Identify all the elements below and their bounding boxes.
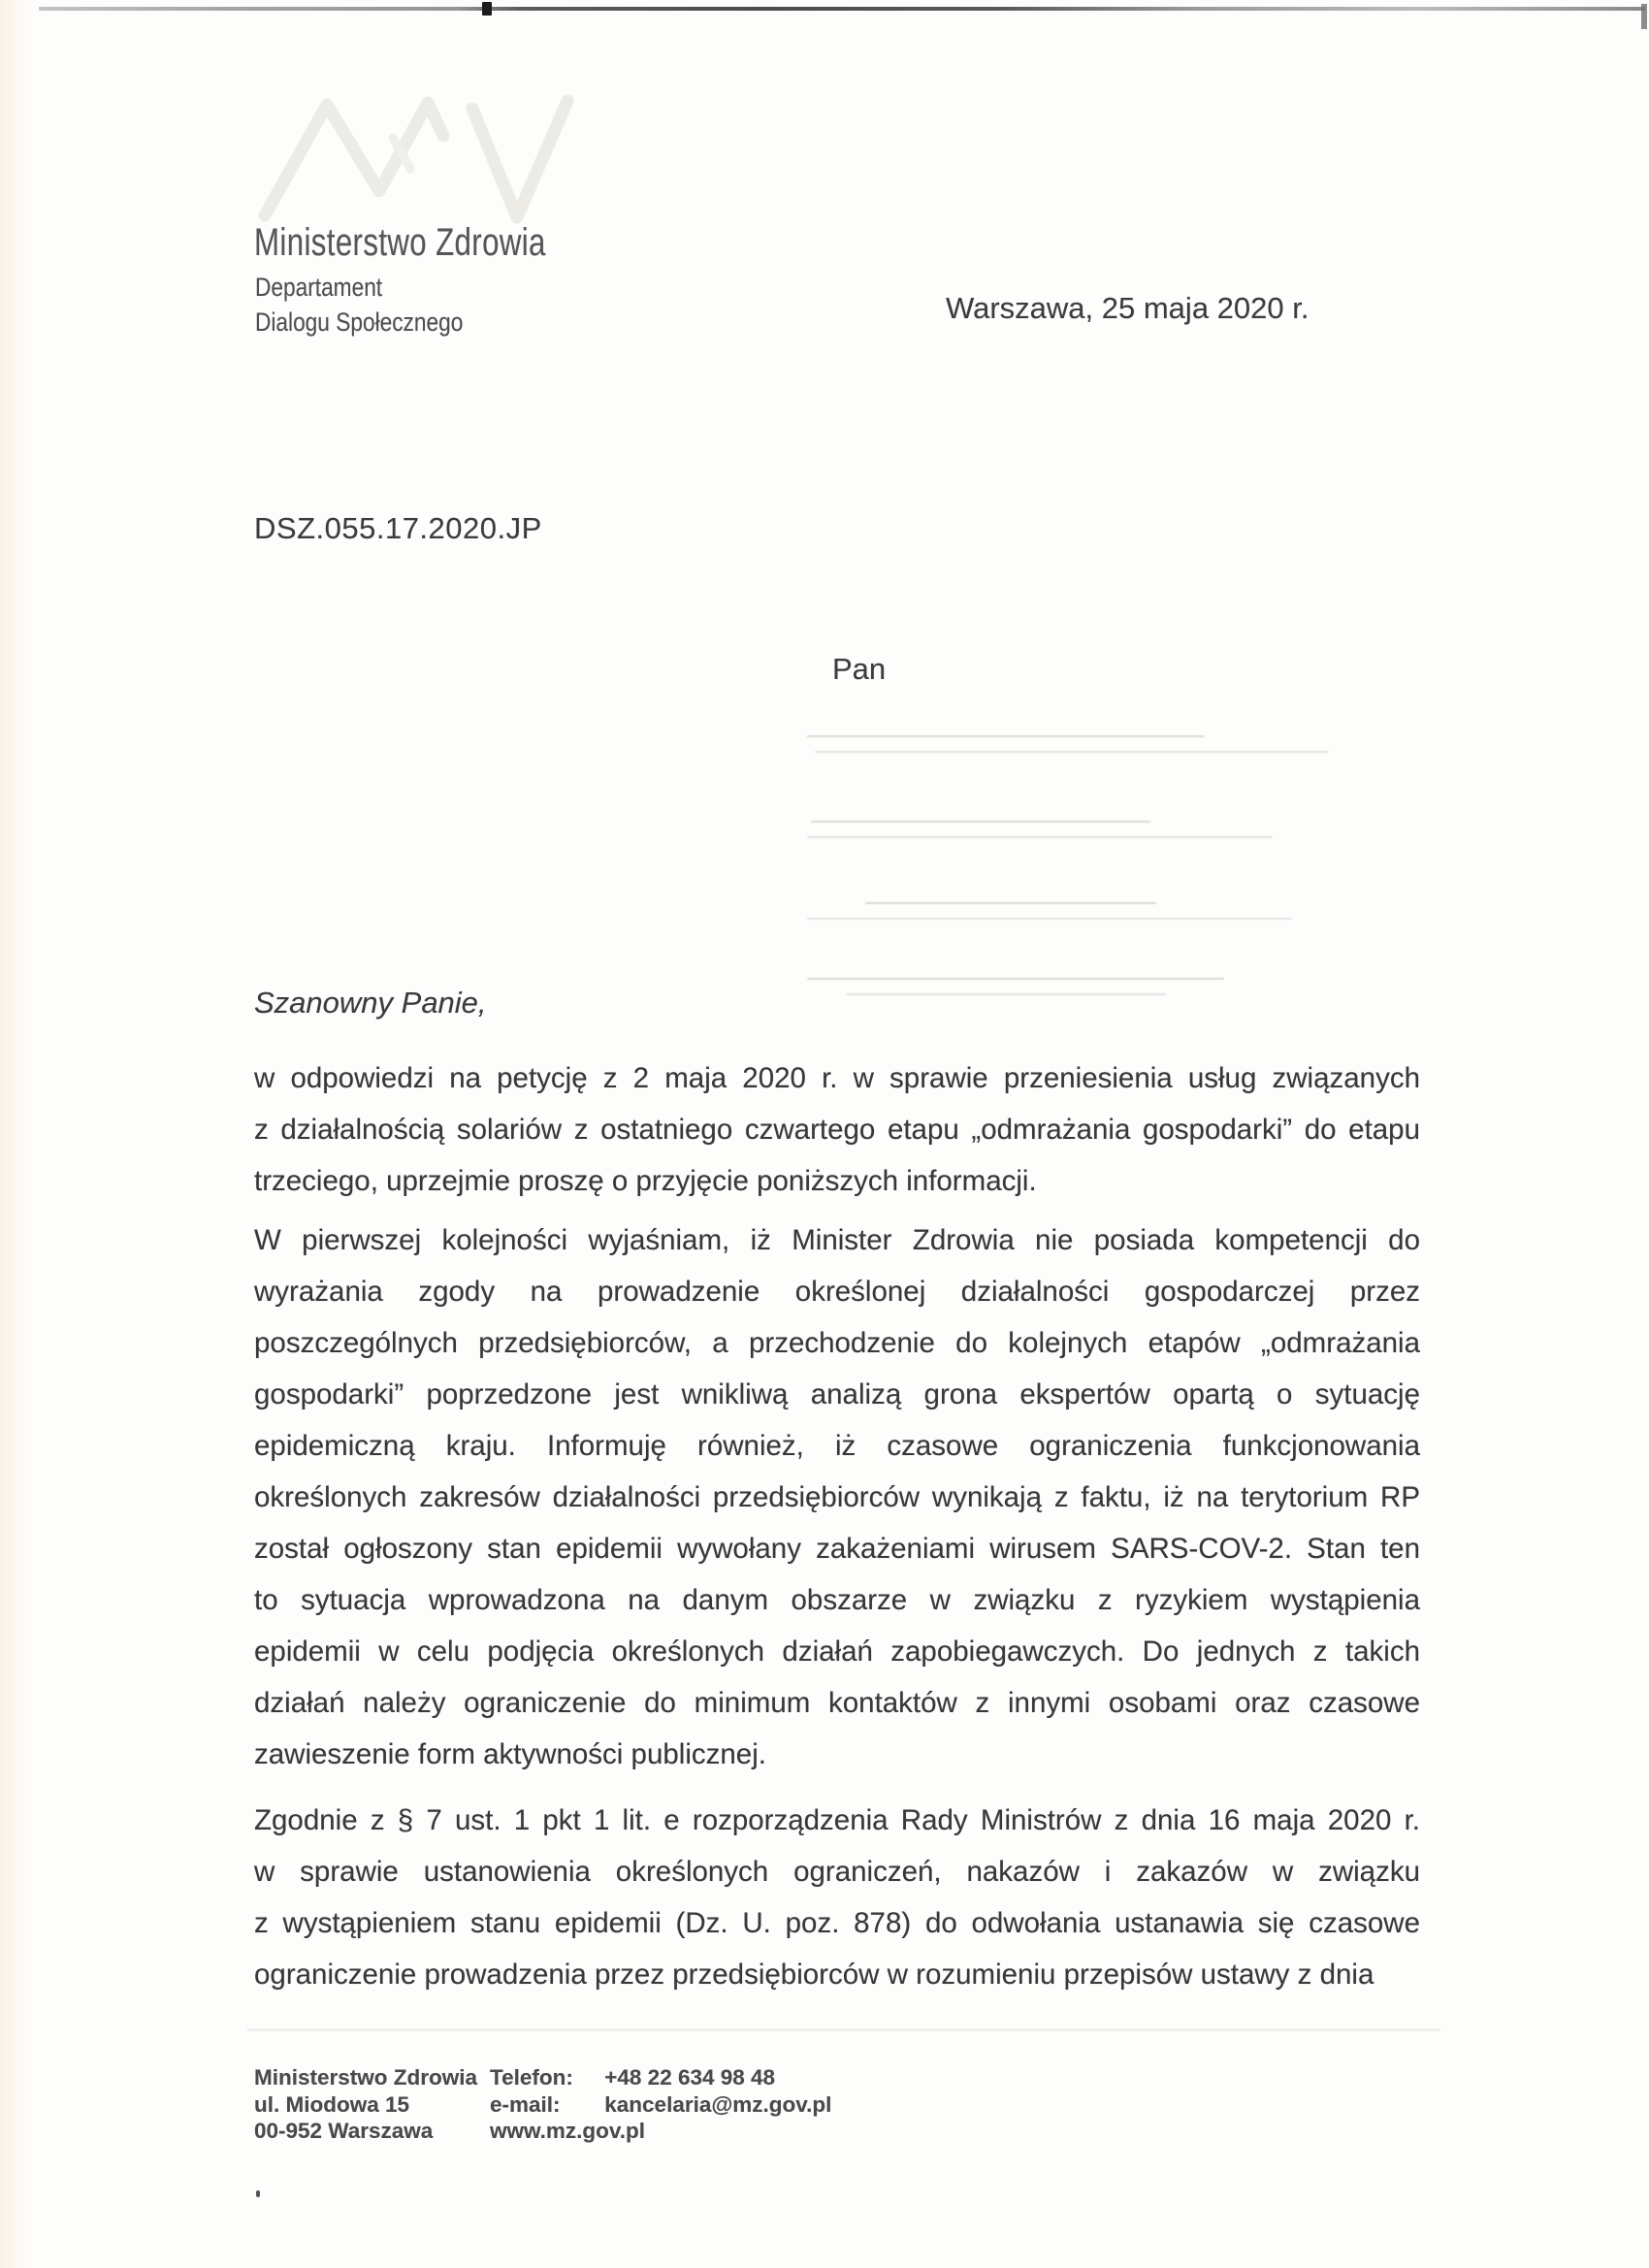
scanner-artifact-endcap: [1641, 4, 1647, 29]
letterhead-ministry-name: [254, 221, 629, 265]
body-line: W pierwszej kolejności wyjaśniam, iż Minister Zdrowia nie posiada kompetencji do: [254, 1224, 1420, 1256]
body-line: z działalnością solariów z ostatniego czwartego etapu „odmrażania gospodarki” do etapu: [254, 1114, 1420, 1146]
footer-address-line2: ul. Miodowa 15: [254, 2091, 410, 2117]
body-paragraph-2: [254, 1215, 1420, 1780]
body-line: z wystąpieniem stanu epidemii (Dz. U. poz. 878) do odwołania ustanawia się czasowe: [254, 1907, 1420, 1939]
body-paragraph-1: [254, 1053, 1420, 1207]
footer-phone-row: [490, 2064, 897, 2091]
scan-edge-tint: [0, 0, 33, 2268]
body-line: Zgodnie z § 7 ust. 1 pkt 1 lit. e rozporządzenia Rady Ministrów z dnia 16 maja 2020 r.: [254, 1804, 1420, 1836]
footer-phone-label: Telefon:: [490, 2065, 573, 2090]
body-line: zawieszenie form aktywności publicznej.: [254, 1738, 766, 1770]
body-line: poszczególnych przedsiębiorców, a przechodzenie do kolejnych etapów „odmrażania: [254, 1327, 1420, 1359]
letterhead-department-text1: Departament: [255, 273, 383, 302]
footer-email-row: [490, 2091, 897, 2119]
recipient-salutation-title: Pan: [832, 652, 887, 686]
body-line: gospodarki” poprzedzone jest wnikliwą analizą grona ekspertów opartą o sytuację: [254, 1378, 1420, 1410]
scanner-artifact-mark: [482, 2, 492, 16]
body-line: został ogłoszony stan epidemii wywołany zakażeniami wirusem SARS-COV-2. Stan ten: [254, 1533, 1420, 1565]
redacted-recipient-line: [807, 735, 1331, 766]
footer-website-value: www.mz.gov.pl: [490, 2119, 646, 2143]
scanner-artifact-line: [39, 7, 1645, 11]
body-line: epidemii w celu podjęcia określonych działań zapobiegawczych. Do jednych z takich: [254, 1636, 1420, 1668]
body-line: w odpowiedzi na petycję z 2 maja 2020 r. w sprawie przeniesienia usług związanych: [254, 1062, 1420, 1094]
body-line: trzeciego, uprzejmie proszę o przyjęcie poniższych informacji.: [254, 1165, 1037, 1197]
footer-address-line1: Ministerstwo Zdrowia: [254, 2065, 478, 2090]
footer-contact-details: [490, 2064, 897, 2145]
letterhead-department-line1: [255, 273, 406, 303]
body-line: to sytuacja wprowadzona na danym obszarze w związku z ryzykiem wystąpienia: [254, 1584, 1420, 1616]
letter-greeting: Szanowny Panie,: [254, 986, 487, 1020]
body-line: epidemiczną kraju. Informuję również, iż czasowe ograniczenia funkcjonowania: [254, 1430, 1420, 1462]
ministry-logo-watermark-icon: [247, 80, 616, 235]
body-line: wyrażania zgody na prowadzenie określonej działalności gospodarczej przez: [254, 1276, 1420, 1308]
letterhead-ministry-text: Ministerstwo Zdrowia: [254, 221, 546, 264]
body-paragraph-3: [254, 1795, 1420, 2000]
footer-email-value: kancelaria@mz.gov.pl: [604, 2091, 832, 2117]
letterhead-department-line2: [255, 308, 502, 338]
redacted-recipient-line: [807, 902, 1331, 933]
case-reference-number: DSZ.055.17.2020.JP: [254, 511, 542, 545]
scan-dot-artifact: [256, 2190, 260, 2197]
footer-address-line3: 00-952 Warszawa: [254, 2119, 434, 2143]
place-and-date: Warszawa, 25 maja 2020 r.: [946, 291, 1310, 325]
body-line: określonych zakresów działalności przedsiębiorców wynikają z faktu, iż na terytorium RP: [254, 1481, 1420, 1513]
body-line: w sprawie ustanowienia określonych ograniczeń, nakazów i zakazów w związku: [254, 1856, 1420, 1888]
body-line: ograniczenie prowadzenia przez przedsiębiorców w rozumieniu przepisów ustawy z dnia: [254, 1959, 1374, 1991]
scan-smudge-line: [247, 2028, 1440, 2031]
redacted-recipient-line: [807, 978, 1331, 1009]
letterhead-department-text2: Dialogu Społecznego: [255, 308, 464, 337]
footer-email-label: e-mail:: [490, 2091, 561, 2117]
redacted-recipient-line: [807, 821, 1331, 852]
body-line: działań należy ograniczenie do minimum kontaktów z innymi osobami oraz czasowe: [254, 1687, 1420, 1719]
footer-address: [254, 2064, 477, 2145]
footer-website-row: [490, 2118, 897, 2145]
footer-phone-value: +48 22 634 98 48: [604, 2065, 776, 2090]
